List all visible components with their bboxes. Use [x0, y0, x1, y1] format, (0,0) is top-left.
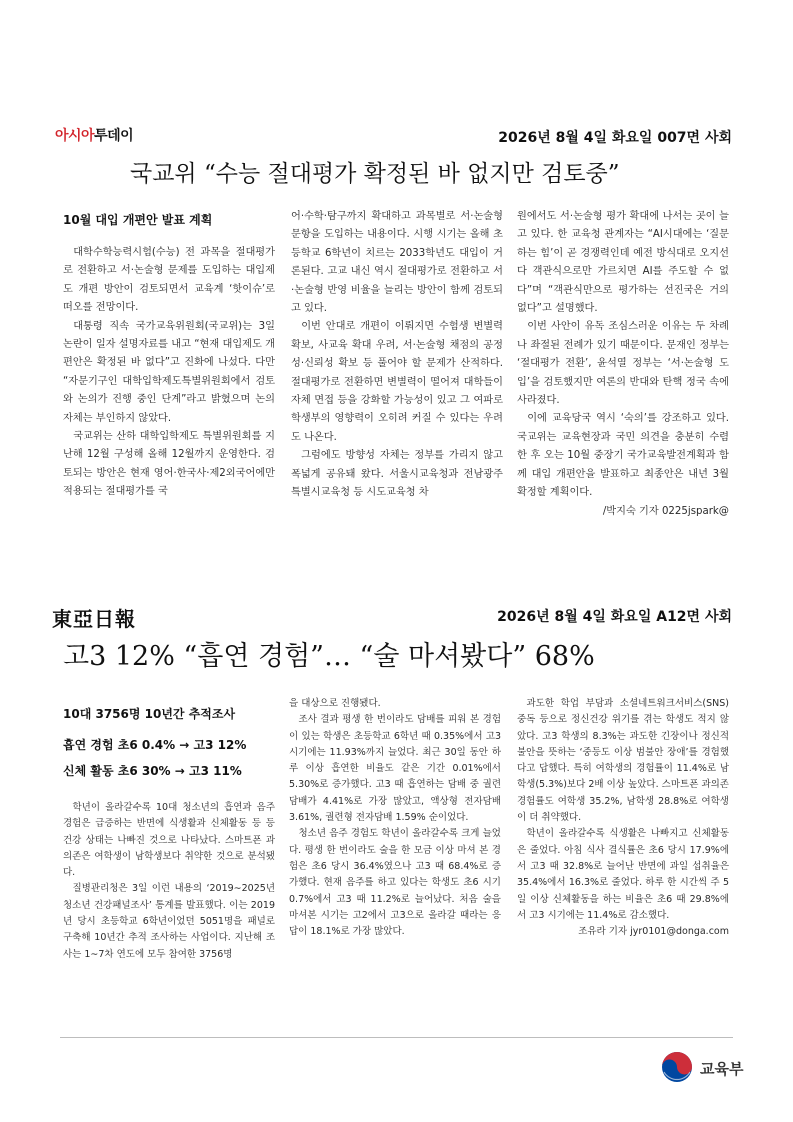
article2-subhead: 10대 3756명 10년간 추적조사	[63, 707, 236, 721]
paragraph: 학년이 올라갈수록 10대 청소년의 흡연과 음주 경험은 급증하는 반면에 식생활과 신체활동 등 등 건강 상태는 나빠진 것으로 나타났다. 스마트폰 과의존은 여학생이 남학생보다 취약한 것으로 분석됐다.	[63, 802, 275, 879]
article1-column-2	[291, 208, 503, 503]
article1-column-3	[517, 208, 729, 521]
article2-headline: 고3 12% “흡연 경험”… “술 마셔봤다” 68%	[63, 641, 595, 672]
article2-column-1	[63, 800, 275, 963]
paragraph: 질병관리청은 3일 이런 내용의 ‘2019∼2025년 청소년 건강패널조사’ 통계를 발표했다. 이는 2019년 당시 초등학교 6학년이었던 5051명을 패널로 구축해 10년간 추적 조사하는 사업이다. 지난해 조사는 1∼7차 연도에 모두 참여한 3756명	[63, 883, 275, 960]
donga-logo: 東亞日報	[52, 607, 136, 631]
paragraph: 이번 사안이 유독 조심스러운 이유는 두 차례나 좌절된 전례가 있기 때문이다. 문재인 정부는 ‘절대평가 전환’, 윤석열 정부는 ‘서·논술형 도입’을 검토했지만 여론의 반대와 탄핵 정국 속에 사라졌다.	[517, 321, 729, 407]
article2-column-3	[517, 696, 729, 940]
paragraph: 그럼에도 방향성 자체는 정부를 가리지 않고 폭넓게 공유돼 왔다. 서울시교육청과 전남광주특별시교육청 등 시도교육청 차	[291, 450, 503, 499]
article2-bullet-smoking: 흡연 경험 초6 0.4% → 고3 12%	[63, 738, 247, 752]
paragraph: 청소년 음주 경험도 학년이 올라갈수록 크게 늘었다. 평생 한 번이라도 술을 한 모금 이상 마셔 본 경험은 초6 당시 36.4%였으나 고3 때 68.4%로 증가했다. 현재 음주를 하고 있다는 학생도 초6 시기 0.7%에서 고3 때 11.2%로 늘어났다. 처음 술을 마셔본 시기는 고2에서 고3으로 올라갈 때라는 응답이 18.1%로 가장 많았다.	[289, 828, 501, 938]
paragraph: 과도한 학업 부담과 소셜네트워크서비스(SNS) 중독 등으로 정신건강 위기를 겪는 학생도 적지 않았다. 고3 학생의 8.3%는 과도한 긴장이나 정신적 불안을 뜻하는 ‘중등도 이상 범불안 장애’를 경험했다고 답했다. 특히 여학생의 경험률이 11.4%로 남학생(5.3%)보다 2배 이상 높았다. 스마트폰 과의존 경험률도 여학생 35.2%, 남학생 28.8%로 여학생이 더 취약했다.	[517, 698, 729, 824]
article2-column-2	[289, 696, 501, 940]
paragraph: 이번 안대로 개편이 이뤄지면 수험생 변별력 확보, 사교육 확대 우려, 서·논술형 채점의 공정성·신뢰성 확보 등 풀어야 할 문제가 산적하다. 절대평가로 전환하면 변별력이 떨어져 대학들이 자체 면접 등을 강화할 가능성이 있고 그 여파로 학생부의 영향력이 오히려 커질 수 있다는 우려도 나온다.	[291, 321, 503, 443]
taegeuk-emblem-icon	[660, 1050, 694, 1084]
article2-byline: 조유라 기자 jyr0101@donga.com	[578, 926, 729, 938]
article2-dateline: 2026년 8월 4일 화요일 A12면 사회	[497, 609, 732, 625]
article1-headline: 국교위 “수능 절대평가 확정된 바 없지만 검토중”	[130, 161, 620, 187]
paragraph: 이에 교육당국 역시 ‘숙의’를 강조하고 있다. 국교위는 교육현장과 국민 의견을 충분히 수렴한 후 오는 10월 중장기 국가교육발전계획과 함께 대입 개편안을 발표하고 최종안은 내년 3월 확정할 계획이다.	[517, 413, 729, 499]
article1-column-1	[63, 244, 275, 502]
paragraph: 원에서도 서·논술형 평가 확대에 나서는 곳이 늘고 있다. 한 교육청 관계자는 “AI시대에는 ‘질문하는 힘’이 곧 경쟁력인데 예전 방식대로 오지선다 객관식으로만 가르치면 AI를 주도할 수 없다”며 “객관식만으로 평가하는 선진국은 거의 없다”고 설명했다.	[517, 211, 729, 315]
asiatoday-logo: 아시아투데이	[55, 128, 134, 144]
paragraph: 조사 결과 평생 한 번이라도 담배를 피워 본 경험이 있는 학생은 초등학교 6학년 때 0.35%에서 고3 시기에는 11.93%까지 늘었다. 최근 30일 동안 하루 이상 흡연한 비율도 같은 기간 0.01%에서 5.30%로 증가했다. 고3 때 흡연하는 담배 중 궐련 담배가 4.41%로 가장 많았고, 액상형 전자담배 3.61%, 궐련형 전자담배 1.59% 순이었다.	[289, 714, 501, 824]
article1-dateline: 2026년 8월 4일 화요일 007면 사회	[498, 130, 732, 146]
paragraph: 대학수학능력시험(수능) 전 과목을 절대평가로 전환하고 서·논술형 문제를 도입하는 대입제도 개편 방안이 검토되면서 교육계 ‘핫이슈’로 떠오를 전망이다.	[63, 247, 275, 314]
article1-subhead: 10월 대입 개편안 발표 계획	[63, 213, 213, 227]
article1-byline: /박지숙 기자 0225jspark@	[602, 505, 729, 517]
footer-divider	[60, 1037, 733, 1038]
paragraph: 어·수학·탐구까지 확대하고 과목별로 서·논술형 문항을 도입하는 내용이다. 시행 시기는 올해 초등학교 6학년이 치르는 2033학년도 대입이 거론된다. 고교 내신 역시 절대평가로 전환하고 서·논술형 반영 비율을 늘리는 방안이 함께 검토되고 있다.	[291, 211, 503, 315]
paragraph: 학년이 올라갈수록 식생활은 나빠지고 신체활동은 줄었다. 아침 식사 결식률은 초6 당시 17.9%에서 고3 때 32.8%로 늘어난 반면에 과일 섭취율은 35.4%에서 16.3%로 줄었다. 하루 한 시간씩 주 5일 이상 신체활동을 하는 비율은 초6 때 29.8%에서 고3 시기에는 11.4%로 감소했다.	[517, 828, 729, 921]
paragraph: 국교위는 산하 대학입학제도 특별위원회를 지난해 12월 구성해 올해 12월까지 운영한다. 검토되는 방안은 현재 영어·한국사·제2외국어에만 적용되는 절대평가를 국	[63, 431, 275, 498]
paragraph: 대통령 직속 국가교육위원회(국교위)는 3일 논란이 일자 설명자료를 내고 “현재 대입제도 개편안은 확정된 바 없다”고 진화에 나섰다. 다만 “자문기구인 대학입학제도특별위원회에서 검토와 논의가 진행 중인 단계”라고 밝혔으며 논의 자체는 부인하지 않았다.	[63, 320, 275, 424]
ministry-of-education-label: 교육부	[700, 1060, 744, 1078]
paragraph: 을 대상으로 진행됐다.	[289, 698, 381, 709]
article2-bullet-activity: 신체 활동 초6 30% → 고3 11%	[63, 764, 242, 778]
